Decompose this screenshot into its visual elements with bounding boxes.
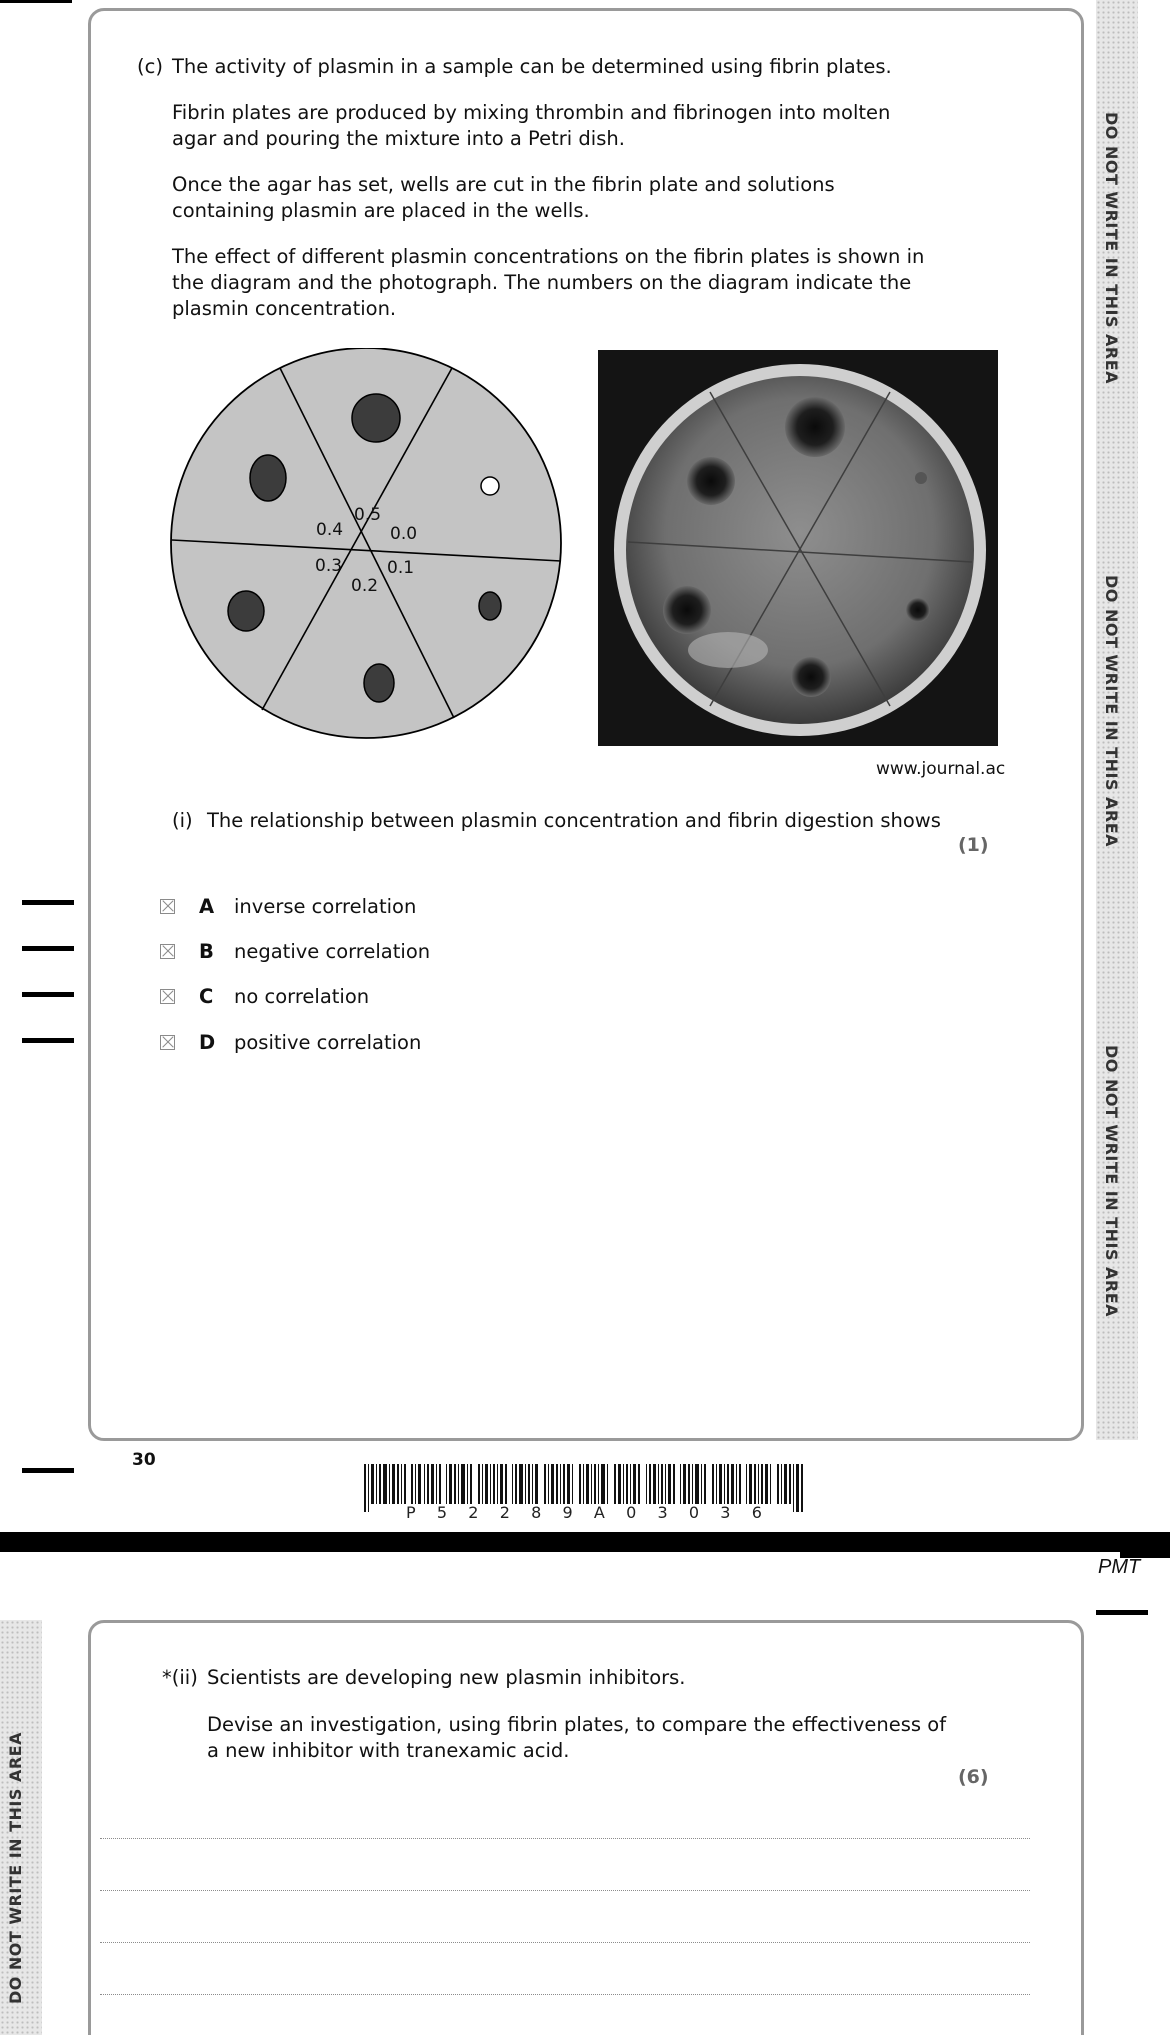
option-a-letter: A <box>199 894 215 918</box>
checkbox-c[interactable] <box>160 989 175 1004</box>
barcode-digit: 8 <box>531 1503 542 1522</box>
barcode-digits <box>364 1503 804 1522</box>
sub-question-ii-label: *(ii) <box>162 1666 198 1689</box>
checkbox-a[interactable] <box>160 899 175 914</box>
sub-question-i-label: (i) <box>172 809 193 832</box>
option-a-text: inverse correlation <box>234 894 417 918</box>
margin-tick <box>22 946 74 951</box>
well-0.3 <box>228 591 264 631</box>
well-0.5 <box>352 394 400 442</box>
option-d[interactable] <box>160 1028 421 1056</box>
sub-question-ii-instruction: Devise an investigation, using fibrin plates, to compare the effectiveness of a new inhibitor with tranexamic acid. <box>207 1713 947 1762</box>
option-b-letter: B <box>199 939 214 963</box>
option-c-text: no correlation <box>234 984 370 1008</box>
answer-line[interactable] <box>100 1942 1030 1943</box>
barcode-digit: A <box>593 1503 605 1522</box>
side-warning-2: DO NOT WRITE IN THIS AREA <box>1102 575 1121 848</box>
option-b[interactable] <box>160 937 430 965</box>
barcode-digit: 5 <box>436 1503 448 1522</box>
fibrin-plate-photograph <box>598 350 998 746</box>
barcode-digit: 2 <box>499 1503 510 1522</box>
margin-tick <box>22 900 74 905</box>
margin-tick <box>22 1038 74 1043</box>
margin-tick <box>22 1468 74 1473</box>
question-intro: The activity of plasmin in a sample can be determined using fibrin plates. <box>172 55 892 78</box>
barcode-digit: 0 <box>688 1503 700 1522</box>
label-0.1: 0.1 <box>387 558 415 578</box>
side-warning: DO NOT WRITE IN THIS AREA <box>6 1732 25 2005</box>
question-paragraph-1: Fibrin plates are produced by mixing thrombin and fibrinogen into molten agar and pouring the mixture into a Petri dish. <box>172 101 891 150</box>
label-0.5: 0.5 <box>354 505 382 525</box>
option-d-text: positive correlation <box>234 1030 422 1054</box>
crop-mark <box>0 0 72 3</box>
well-0.0 <box>481 477 499 495</box>
label-0.2: 0.2 <box>351 576 379 596</box>
barcode-digit: 0 <box>626 1503 637 1522</box>
option-c[interactable] <box>160 982 369 1010</box>
barcode-digit: 3 <box>657 1503 668 1522</box>
sub-question-ii-text: Scientists are developing new plasmin inhibitors. <box>207 1666 686 1689</box>
side-warning-1: DO NOT WRITE IN THIS AREA <box>1102 112 1121 385</box>
pmt-label: PMT <box>1098 1556 1141 1578</box>
well-0.2 <box>364 664 394 702</box>
option-c-letter: C <box>199 984 214 1008</box>
answer-line[interactable] <box>100 1994 1030 1995</box>
exam-page-31 <box>0 1552 1170 2035</box>
option-b-text: negative correlation <box>234 939 431 963</box>
barcode-digit: 2 <box>468 1503 479 1522</box>
side-warning-3: DO NOT WRITE IN THIS AREA <box>1102 1045 1121 1318</box>
sub-question-i-text: The relationship between plasmin concentration and fibrin digestion shows <box>207 809 941 832</box>
photo-credit: www.journal.ac <box>876 759 1006 779</box>
barcode-digit: P <box>406 1503 416 1522</box>
marks-i: (1) <box>958 834 989 856</box>
label-0.4: 0.4 <box>316 520 344 540</box>
barcode-digit: 9 <box>562 1503 573 1522</box>
page-number: 30 <box>132 1450 156 1470</box>
question-paragraph-3: The effect of different plasmin concentrations on the fibrin plates is shown in the diagram and the photograph. The numbers on the diagram indicate the plasmin concentration. <box>172 245 925 320</box>
fibrin-plate-diagram <box>168 348 568 748</box>
barcode-digit: 3 <box>720 1503 731 1522</box>
checkbox-d[interactable] <box>160 1035 175 1050</box>
checkbox-b[interactable] <box>160 944 175 959</box>
answer-line[interactable] <box>100 1838 1030 1839</box>
margin-tick <box>22 992 74 997</box>
answer-line[interactable] <box>100 1890 1030 1891</box>
well-0.1 <box>479 592 501 620</box>
question-label: (c) <box>137 55 163 78</box>
margin-tick <box>1096 1610 1148 1615</box>
label-0.3: 0.3 <box>315 556 343 576</box>
option-d-letter: D <box>199 1030 216 1054</box>
question-paragraph-2: Once the agar has set, wells are cut in the fibrin plate and solutions containing plasmin are placed in the wells. <box>172 173 835 222</box>
option-a[interactable] <box>160 892 416 920</box>
barcode-digit: 6 <box>751 1503 762 1522</box>
marks-ii: (6) <box>958 1766 989 1788</box>
label-0.0: 0.0 <box>390 524 418 544</box>
well-0.4 <box>250 455 286 501</box>
